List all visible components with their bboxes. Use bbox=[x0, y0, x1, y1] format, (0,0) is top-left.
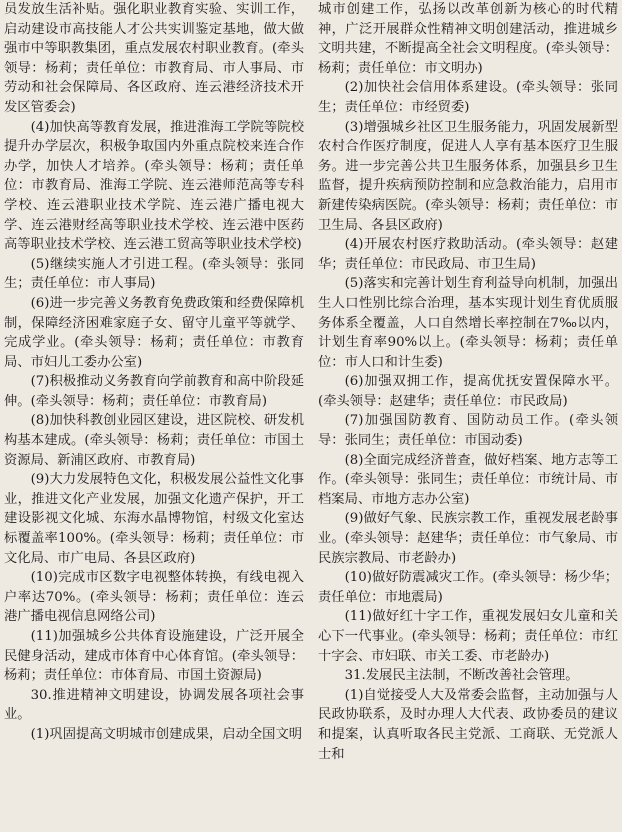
paragraph: (11)做好红十字工作，重视发展妇女儿童和关心下一代事业。(牵头领导：杨莉；责任单位：市红十字会、市妇联、市关工委、市老龄办) bbox=[318, 609, 618, 664]
paragraph: (6)加强双拥工作，提高优抚安置保障水平。(牵头领导：赵建华；责任单位：市民政局) bbox=[318, 374, 618, 409]
left-column bbox=[4, 0, 304, 832]
paragraph: (8)加快科教创业园区建设，进区院校、研发机构基本建成。(牵头领导：杨莉；责任单位：市国土资源局、新浦区政府、市教育局) bbox=[4, 413, 304, 468]
paragraph: (1)自觉接受人大及常委会监督，主动加强与人民政协联系，及时办理人大代表、政协委员的建议和提案，认真听取各民主党派、工商联、无党派人士和 bbox=[318, 687, 618, 762]
paragraph: (11)加强城乡公共体育设施建设，广泛开展全民健身活动，建成市体育中心体育馆。(牵头领导：杨莉；责任单位：市体育局、市国土资源局) bbox=[4, 629, 304, 684]
paragraph: (10)做好防震减灾工作。(牵头领导：杨少华；责任单位：市地震局) bbox=[318, 570, 618, 605]
paragraph: (1)巩固提高文明城市创建成果，启动全国文明 bbox=[30, 726, 303, 742]
paragraph: (5)落实和完善计划生育利益导向机制，加强出生人口性别比综合治理，基本实现计划生育优质服务体系全覆盖，人口自然增长率控制在7‰以内，计划生育率90%以上。(牵头领导：杨莉；责任单位：市人口和计生委) bbox=[318, 276, 618, 370]
paragraph: (5)继续实施人才引进工程。(牵头领导：张同生；责任单位：市人事局) bbox=[4, 256, 304, 292]
right-column bbox=[318, 0, 618, 832]
paragraph: (7)积极推动义务教育向学前教育和高中阶段延伸。(牵头领导：杨莉；责任单位：市教育局) bbox=[4, 374, 304, 409]
paragraph: 31.发展民主法制，不断改善社会管理。 bbox=[344, 668, 579, 684]
paragraph: (4)加快高等教育发展，推进淮海工学院等院校提升办学层次，积极争取国内外重点院校来连合作办学，加快人才培养。(牵头领导：杨莉；责任单位：市教育局、淮海工学院、连云港师范高等专科学校、连云港职业技术学院、连云港广播电视大学、连云港财经高等职业技术学校、连云港中医药高等职业技术学校、连云港工贸高等职业技术学校) bbox=[4, 119, 304, 253]
paragraph: (6)进一步完善义务教育免费政策和经费保障机制，保障经济困难家庭子女、留守儿童平等就学、完成学业。(牵头领导：杨莉；责任单位：市教育局、市妇儿工委办公室) bbox=[4, 295, 304, 370]
paragraph: (9)大力发展特色文化，积极发展公益性文化事业，推进文化产业发展，加强文化遗产保护，开工建设影视文化城、东海水晶博物馆，村级文化室达标覆盖率100%。(牵头领导：杨莉；责任单位：市文化局、市广电局、各县区政府) bbox=[4, 472, 304, 566]
paragraph: 30.推进精神文明建设，协调发展各项社会事业。 bbox=[4, 687, 304, 723]
paragraph: 城市创建工作，弘扬以改革创新为核心的时代精神，广泛开展群众性精神文明创建活动，推进城乡文明共建，不断提高全社会文明程度。(牵头领导：杨莉；责任单位：市文明办) bbox=[318, 2, 618, 76]
paragraph: 员发放生活补贴。强化职业教育实验、实训工作，启动建设市高技能人才公共实训鉴定基地，做大做强市中等职教集团，重点发展农村职业教育。(牵头领导：杨莉；责任单位：市教育局、市人事局、市劳动和社会保障局、各区政府、连云港经济技术开发区管委会) bbox=[4, 2, 304, 115]
paragraph: (2)加快社会信用体系建设。(牵头领导：张同生；责任单位：市经贸委) bbox=[318, 80, 618, 115]
paragraph: (7)加强国防教育、国防动员工作。(牵头领导：张同生；责任单位：市国动委) bbox=[318, 413, 618, 449]
paragraph: (8)全面完成经济普查，做好档案、地方志等工作。(牵头领导：张同生；责任单位：市统计局、市档案局、市地方志办公室) bbox=[318, 452, 618, 507]
paragraph: (9)做好气象、民族宗教工作，重视发展老龄事业。(牵头领导：赵建华；责任单位：市气象局、市民族宗教局、市老龄办) bbox=[318, 511, 618, 566]
paragraph: (3)增强城乡社区卫生服务能力，巩固发展新型农村合作医疗制度，促进人人享有基本医疗卫生服务。进一步完善公共卫生服务体系，加强县乡卫生监督，提升疾病预防控制和应急救治能力，启用市新建传染病医院。(牵头领导：杨莉；责任单位：市卫生局、各县区政府) bbox=[318, 119, 618, 233]
paragraph: (4)开展农村医疗救助活动。(牵头领导：赵建华；责任单位：市民政局、市卫生局) bbox=[318, 237, 618, 272]
paragraph: (10)完成市区数字电视整体转换，有线电视入户率达70%。(牵头领导：杨莉；责任单位：连云港广播电视信息网络公司) bbox=[4, 570, 304, 625]
